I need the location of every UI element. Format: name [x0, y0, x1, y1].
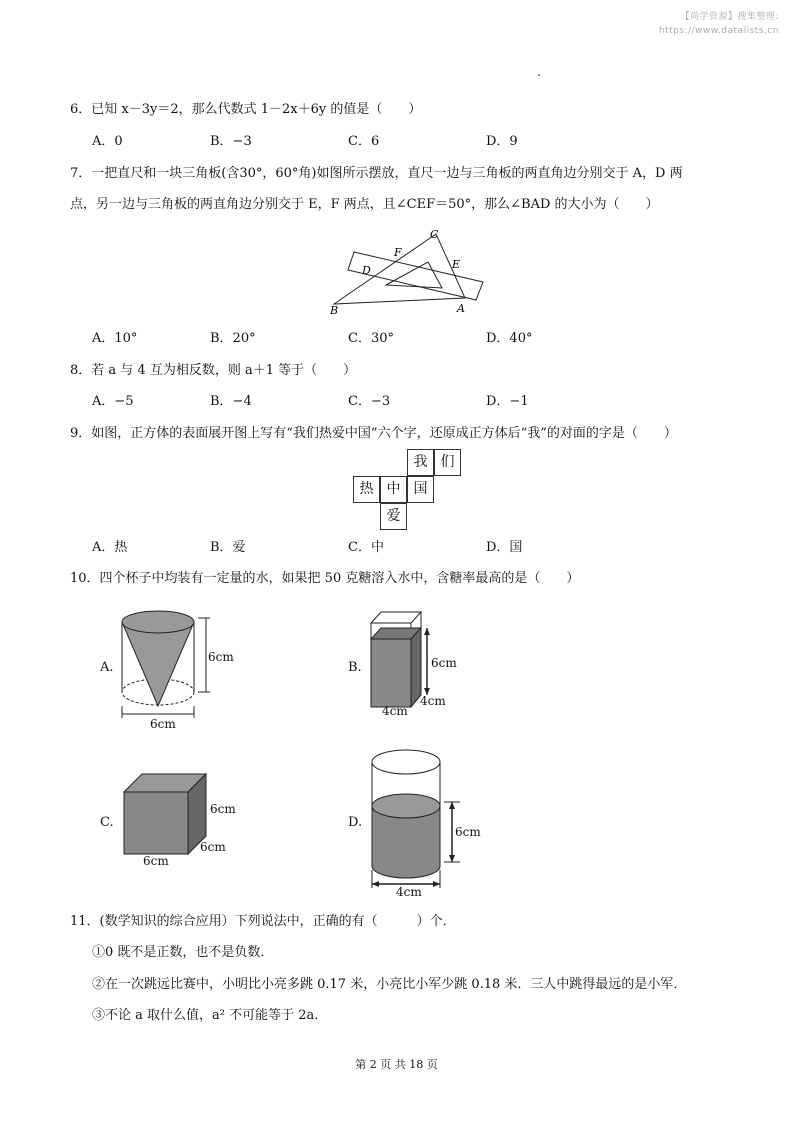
- q10-option-b-label[interactable]: B.: [348, 660, 362, 675]
- q10-b-width-side: 4cm: [420, 694, 446, 708]
- q9-option-c[interactable]: C．中: [348, 540, 384, 555]
- q10-option-c-label[interactable]: C.: [100, 815, 114, 830]
- q6-option-c[interactable]: C．6: [348, 134, 380, 149]
- q6-option-b[interactable]: B．−3: [210, 134, 252, 149]
- q7-stem-line2: 点，另一边与三角板的两直角边分别交于 E，F 两点，且∠CEF＝50°，那么∠BAD 的大小为（ ）: [70, 197, 659, 212]
- q9-option-d[interactable]: D．国: [486, 540, 523, 555]
- q10-a-width: 6cm: [150, 717, 176, 731]
- q11-statement-3: ③不论 a 取什么值，a² 不可能等于 2a．: [92, 1008, 328, 1023]
- q10-d-height: 6cm: [455, 825, 481, 839]
- page-footer: 第 2 页 共 18 页: [355, 1058, 438, 1071]
- label-c: C: [430, 228, 439, 241]
- stray-dot: [538, 74, 540, 76]
- q10-c-width-front: 6cm: [143, 854, 169, 868]
- cube-net: [350, 449, 460, 531]
- q7-option-a[interactable]: A．10°: [92, 331, 138, 346]
- label-b: B: [330, 304, 339, 317]
- q10-b-height: 6cm: [431, 656, 457, 670]
- q10-option-d-label[interactable]: D.: [348, 815, 363, 830]
- watermark-url: https://www.datalists.cn: [658, 26, 779, 36]
- net-cell-men: 们: [434, 449, 461, 476]
- q10-cup-d-figure: [368, 742, 478, 898]
- net-cell-wo: 我: [407, 449, 434, 476]
- q10-option-a-label[interactable]: A.: [100, 660, 114, 675]
- q11-statement-2: ②在一次跳远比赛中，小明比小亮多跳 0.17 米，小亮比小军少跳 0.18 米．三人中跳得最远的是小军．: [92, 977, 687, 992]
- q11-statement-1: ①0 既不是正数，也不是负数．: [92, 945, 274, 960]
- label-a: A: [457, 302, 465, 315]
- q10-d-width: 4cm: [396, 885, 422, 899]
- q8-option-a[interactable]: A．−5: [92, 394, 134, 409]
- q10-a-height: 6cm: [208, 650, 234, 664]
- q10-c-width-side: 6cm: [200, 840, 226, 854]
- watermark: [659, 10, 779, 38]
- q10-c-height: 6cm: [210, 802, 236, 816]
- q7-stem-line1: 7．一把直尺和一块三角板(含30°，60°角)如图所示摆放，直尺一边与三角板的两直角边分别交于 A，D 两: [70, 166, 683, 181]
- q10-stem: 10．四个杯子中均装有一定量的水，如果把 50 克糖溶入水中，含糖率最高的是（ ）: [70, 571, 580, 586]
- q10-b-width-front: 4cm: [382, 704, 408, 718]
- q9-option-b[interactable]: B．爱: [210, 540, 246, 555]
- q10-cup-a-figure: [118, 610, 238, 730]
- q7-option-d[interactable]: D．40°: [486, 331, 533, 346]
- label-f: F: [394, 246, 402, 259]
- net-cell-zhong: 中: [380, 476, 407, 503]
- q11-stem: 11．(数学知识的综合应用）下列说法中，正确的有（ ）个．: [70, 914, 456, 929]
- watermark-line1: 【尚学资源】搜集整理:: [680, 12, 779, 22]
- net-cell-re: 热: [353, 476, 380, 503]
- label-e: E: [452, 258, 461, 271]
- q6-option-d[interactable]: D．9: [486, 134, 518, 149]
- q8-option-d[interactable]: D．−1: [486, 394, 529, 409]
- q8-option-c[interactable]: C．−3: [348, 394, 391, 409]
- net-cell-guo: 国: [407, 476, 434, 503]
- q6-option-a[interactable]: A．0: [92, 134, 123, 149]
- q9-option-a[interactable]: A．热: [92, 540, 128, 555]
- q7-ruler-triangle-figure: [320, 222, 500, 318]
- q9-stem: 9．如图，正方体的表面展开图上写有“我们热爱中国”六个字，还原成正方体后“我”的对面的字是（ ）: [70, 426, 677, 441]
- q8-stem: 8．若 a 与 4 互为相反数，则 a＋1 等于（ ）: [70, 363, 357, 378]
- q7-option-c[interactable]: C．30°: [348, 331, 394, 346]
- q7-option-b[interactable]: B．20°: [210, 331, 256, 346]
- net-cell-ai: 爱: [380, 503, 407, 530]
- label-d: D: [362, 264, 371, 277]
- q8-option-b[interactable]: B．−4: [210, 394, 252, 409]
- q6-stem: 6．已知 x－3y＝2，那么代数式 1－2x＋6y 的值是（ ）: [70, 102, 422, 117]
